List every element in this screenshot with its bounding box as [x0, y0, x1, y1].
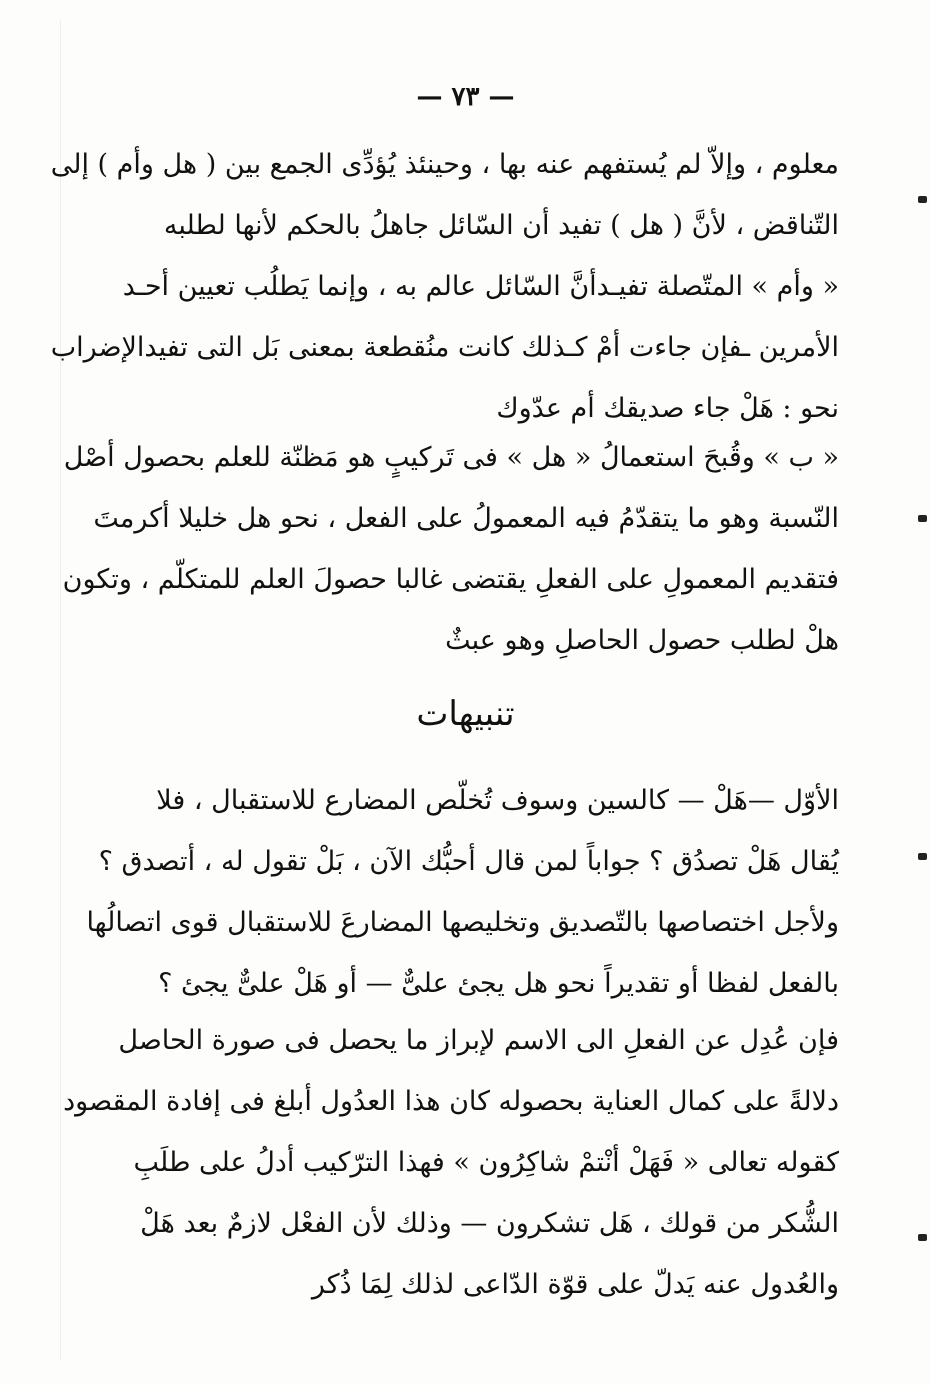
text-line: « ب » وقُبحَ استعمالُ « هل » فى تَركيبٍ هو مَظنّة للعلم بحصول أصْل: [63, 442, 839, 473]
margin-mark: [918, 515, 927, 522]
text-line: فتقديم المعمولِ على الفعلِ يقتضى غالبا حصولَ العلم للمتكلّم ، وتكون: [62, 564, 839, 595]
page-number: — ٧٣ —: [416, 82, 515, 112]
text-line: ولأجل اختصاصها بالتّصديق وتخليصها المضارعَ للاستقبال قوى اتصالُها: [86, 907, 839, 938]
text-line: هلْ لطلب حصول الحاصلِ وهو عبثٌ: [445, 625, 839, 656]
text-line: نحو : هَلْ جاء صديقك أم عدّوك: [496, 393, 839, 424]
text-line: والعُدول عنه يَدلّ على قوّة الدّاعى لذلك لِمَا ذُكر: [311, 1269, 839, 1300]
page-edge-shadow: [60, 20, 61, 1360]
text-line: « وأم » المتّصلة تفيـدأنَّ السّائل عالم به ، وإنما يَطلُب تعيين أحـد: [122, 271, 839, 302]
text-line: يُقال هَلْ تصدُق ؟ جواباً لمن قال أحبُّك الآن ، بَلْ تقول له ، أتصدق ؟: [98, 846, 839, 877]
text-line: الأمرين ـفإن جاءت أمْ كـذلك كانت منُقطعة بمعنى بَل التى تفيدالإضراب: [50, 332, 839, 363]
paragraph-4: [86, 770, 839, 1014]
text-line: كقوله تعالى « فَهَلْ أنْتمْ شاكِرُون » فهذا الترّكيب أدلُ على طلَبِ: [133, 1147, 839, 1178]
text-line: دلالةً على كمال العناية بحصوله كان هذا العدُول أبلغ فى إفادة المقصود: [63, 1086, 839, 1117]
margin-mark: [918, 853, 927, 860]
section-heading: تنبيهات: [416, 694, 515, 734]
text-line: الشُّكر من قولك ، هَل تشكرون — وذلك لأن الفعْل لازمٌ بعد هَلْ: [140, 1208, 839, 1239]
margin-mark: [918, 1234, 927, 1241]
text-line: معلوم ، وإلاّ لم يُستفهم عنه بها ، وحينئذ يُؤدِّى الجمع بين ( هل وأم ) إلى: [50, 149, 839, 180]
paragraph-5: [63, 1010, 839, 1315]
text-line: التّناقض ، لأنَّ ( هل ) تفيد أن السّائل جاهلُ بالحكم لأنها لطلبه: [163, 210, 839, 241]
paragraph-3: [62, 427, 839, 671]
text-line: الأوّل —هَلْ — كالسين وسوف تُخلّص المضارع للاستقبال ، فلا: [156, 785, 839, 816]
margin-mark: [918, 196, 927, 203]
paragraph-1: [50, 134, 839, 256]
text-line: النّسبة وهو ما يتقدّمُ فيه المعمولُ على الفعل ، نحو هل خليلا أكرمتَ: [93, 503, 839, 534]
paragraph-2: [50, 256, 839, 439]
text-line: بالفعل لفظا أو تقديراً نحو هل يجئ علىٌّ — أو هَلْ علىٌّ يجئ ؟: [158, 968, 839, 999]
text-line: فإن عُدِل عن الفعلِ الى الاسم لإبراز ما يحصل فى صورة الحاصل: [118, 1025, 839, 1056]
